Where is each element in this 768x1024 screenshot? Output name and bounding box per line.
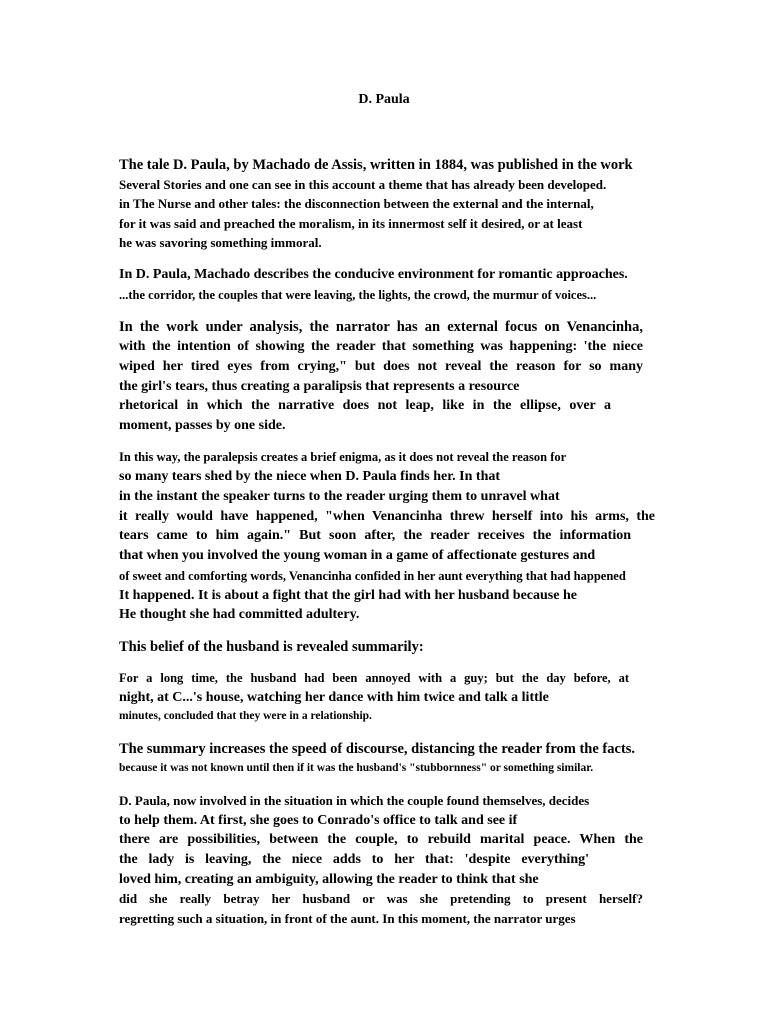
paragraph-7-line-1: The summary increases the speed of discourse, distancing the reader from the facts.: [119, 741, 636, 757]
paragraph-6-line-2: night, at C...'s house, watching her dance with him twice and talk a little: [119, 690, 549, 705]
paragraph-5-line-1: This belief of the husband is revealed summarily:: [119, 639, 424, 655]
paragraph-1-line-4: for it was said and preached the moralism, in its innermost self it desired, or at least: [119, 216, 583, 231]
paragraph-4-line-4: it really would have happened, "when Venancinha threw herself into his arms, the: [119, 509, 655, 524]
document-title: D. Paula: [358, 92, 410, 107]
paragraph-8-line-4: the lady is leaving, the niece adds to her that: 'despite everything': [119, 852, 589, 867]
paragraph-1-line-3: in The Nurse and other tales: the disconnection between the external and the internal,: [119, 196, 594, 211]
paragraph-4-line-2: so many tears shed by the niece when D. Paula finds her. In that: [119, 469, 501, 484]
paragraph-3-line-6: moment, passes by one side.: [119, 418, 286, 433]
paragraph-4-line-8: It happened. It is about a fight that the girl had with her husband because he: [119, 588, 577, 603]
paragraph-8-line-7: regretting such a situation, in front of the aunt. In this moment, the narrator urges: [119, 911, 576, 926]
paragraph-3-line-5: rhetorical in which the narrative does not leap, like in the ellipse, over a: [119, 398, 611, 413]
paragraph-4-line-3: in the instant the speaker turns to the reader urging them to unravel what: [119, 489, 560, 504]
paragraph-3-line-1: In the work under analysis, the narrator has an external focus on Venancinha,: [119, 319, 643, 335]
paragraph-4-line-9: He thought she had committed adultery.: [119, 607, 360, 622]
paragraph-4-line-1: In this way, the paralepsis creates a brief enigma, as it does not reveal the reason for: [119, 450, 567, 464]
paragraph-8-line-3: there are possibilities, between the couple, to rebuild marital peace. When the: [119, 832, 643, 847]
paragraph-4-line-7: of sweet and comforting words, Venancinha confided in her aunt everything that had happened: [119, 569, 626, 583]
paragraph-1-line-2: Several Stories and one can see in this account a theme that has already been developed.: [119, 177, 607, 192]
paragraph-7-line-2: because it was not known until then if it was the husband's "stubbornness" or something similar.: [119, 762, 594, 774]
paragraph-6-line-3: minutes, concluded that they were in a relationship.: [119, 710, 372, 722]
paragraph-4-line-5: tears came to him again." But soon after, the reader receives the information: [119, 528, 631, 543]
paragraph-1-line-5: he was savoring something immoral.: [119, 235, 322, 250]
paragraph-4-line-6: that when you involved the young woman in a game of affectionate gestures and: [119, 548, 596, 563]
paragraph-8-line-1: D. Paula, now involved in the situation in which the couple found themselves, decides: [119, 793, 590, 808]
paragraph-6-line-1: For a long time, the husband had been annoyed with a guy; but the day before, at: [119, 671, 629, 685]
paragraph-3-line-2: with the intention of showing the reader that something was happening: 'the niece: [119, 339, 643, 354]
paragraph-3-line-3: wiped her tired eyes from crying," but does not reveal the reason for so many: [119, 359, 643, 374]
paragraph-3-line-4: the girl's tears, thus creating a paralipsis that represents a resource: [119, 379, 520, 394]
paragraph-2-line-1: In D. Paula, Machado describes the conducive environment for romantic approaches.: [119, 267, 628, 282]
paragraph-2-line-2: ...the corridor, the couples that were leaving, the lights, the crowd, the murmur of voices...: [119, 288, 597, 302]
paragraph-1-line-1: The tale D. Paula, by Machado de Assis, written in 1884, was published in the work: [119, 157, 633, 173]
paragraph-8-line-6: did she really betray her husband or was she pretending to present herself?: [119, 891, 643, 906]
paragraph-8-line-2: to help them. At first, she goes to Conrado's office to talk and see if: [119, 813, 518, 828]
paragraph-8-line-5: loved him, creating an ambiguity, allowing the reader to think that she: [119, 872, 539, 887]
